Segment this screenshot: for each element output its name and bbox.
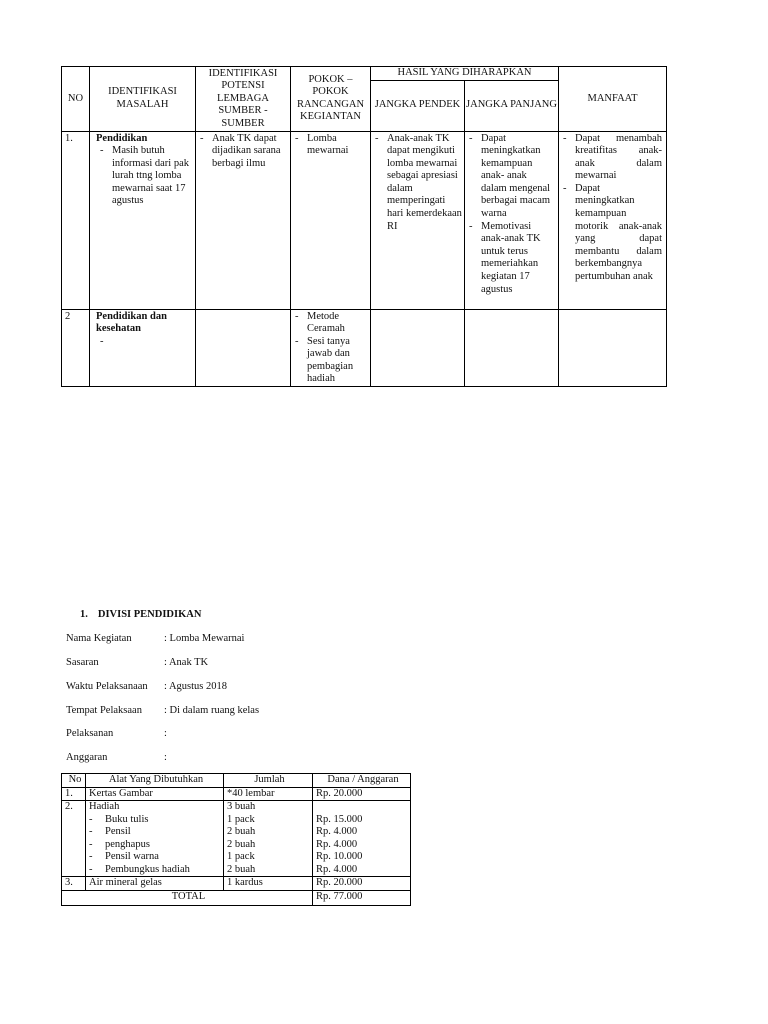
manfaat-cell (559, 131, 667, 309)
field-label: Tempat Pelaksaan (66, 705, 142, 716)
hadiah-item: - Pensil warna (89, 851, 223, 864)
budget-row-alat: Kertas Gambar (86, 787, 224, 801)
pokok-cell (291, 309, 371, 387)
field-label: Sasaran (66, 657, 99, 668)
field-label: Nama Kegiatan (66, 633, 132, 644)
table-row (62, 877, 411, 891)
field-value: : Agustus 2018 (164, 681, 228, 692)
pokok-item: - Lomba mewarnai (291, 133, 368, 158)
header-jangka-panjang: JANGKA PANJANG (465, 80, 559, 131)
manfaat-item: - Dapat meningkatkan kemampuan motorik anak-anak yang dapat membantu dalam berkembangnya pertumbuhan anak (559, 183, 662, 284)
field-anggaran (66, 752, 167, 765)
row-number: 1. (62, 131, 90, 309)
hadiah-item-dana: Rp. 15.000 (316, 813, 363, 825)
hadiah-item-jumlah: 2 buah (227, 838, 256, 850)
budget-row-jumlah: 1 kardus (224, 877, 313, 891)
field-nama-kegiatan (66, 633, 244, 646)
header-pokok-rancangan: POKOK – POKOK RANCANGAN KEGIANTAN (291, 67, 371, 132)
budget-header-jumlah: Jumlah (224, 774, 313, 788)
section-heading (80, 609, 201, 622)
total-row (62, 890, 411, 906)
field-value: : Di dalam ruang kelas (164, 705, 260, 716)
jangka-panjang-cell (465, 309, 559, 387)
field-value: : Lomba Mewarnai (164, 633, 245, 644)
budget-row-alat (86, 801, 224, 877)
manfaat-item: - Dapat menambah kreatifitas anak-anak dalam mewarnai (559, 133, 662, 183)
budget-row-jumlah: *40 lembar (224, 787, 313, 801)
budget-row-no: 3. (62, 877, 86, 891)
masalah-item: - Masih butuh informasi dari pak lurah ttng lomba mewarnai saat 17 agustus (96, 145, 193, 208)
field-value: : (164, 752, 167, 763)
hadiah-label: Hadiah (89, 801, 120, 812)
table-row (62, 787, 411, 801)
total-label: TOTAL (62, 890, 313, 906)
budget-row-jumlah (224, 801, 313, 877)
jangka-pendek-item: - Anak-anak TK dapat mengikuti lomba mewarnai sebagai apresiasi dalam memperingati hari kemerdekaan RI (371, 133, 462, 234)
budget-row-alat: Air mineral gelas (86, 877, 224, 891)
potensi-cell (196, 309, 291, 387)
pokok-cell (291, 131, 371, 309)
hadiah-item-jumlah: 2 buah (227, 826, 256, 837)
field-sasaran (66, 657, 208, 670)
hadiah-item: - Buku tulis (89, 814, 223, 827)
table-row (62, 131, 667, 309)
potensi-cell (196, 131, 291, 309)
hadiah-item-dana: Rp. 4.000 (316, 826, 358, 837)
jangka-panjang-item: - Memotivasi anak-anak TK untuk terus memeriahkan kegiatan 17 agustus (465, 221, 554, 297)
potensi-item: - Anak TK dapat dijadikan sarana berbagi ilmu (196, 133, 288, 171)
masalah-cell (90, 131, 196, 309)
jangka-pendek-cell (371, 131, 465, 309)
hadiah-item-dana: Rp. 10.000 (316, 851, 363, 862)
section-title: DIVISI PENDIDIKAN (97, 609, 202, 620)
budget-header-no: No (62, 774, 86, 788)
budget-row-dana: Rp. 20.000 (313, 787, 411, 801)
pokok-item: - Sesi tanya jawab dan pembagian hadiah (291, 336, 368, 386)
hadiah-item-jumlah: 2 buah (227, 863, 256, 875)
header-identifikasi-potensi: IDENTIFIKASI POTENSI LEMBAGA SUMBER - SUMBER (196, 67, 291, 132)
header-hasil-diharapkan: HASIL YANG DIHARAPKAN (371, 67, 559, 81)
hadiah-item: - penghapus (89, 839, 223, 852)
masalah-title: Pendidikan dan kesehatan (96, 310, 167, 335)
masalah-title: Pendidikan (96, 132, 148, 144)
manfaat-cell (559, 309, 667, 387)
jangka-panjang-item: - Dapat meningkatkan kemampuan anak- anak dalam mengenal berbagai macam warna (465, 133, 554, 221)
header-jangka-pendek: JANGKA PENDEK (371, 80, 465, 131)
field-pelaksanan (66, 728, 167, 741)
jangka-panjang-cell (465, 131, 559, 309)
field-label: Anggaran (66, 752, 108, 763)
field-value: : Anak TK (164, 657, 209, 668)
budget-table (61, 773, 411, 906)
field-label: Pelaksanan (66, 728, 114, 739)
budget-header-alat: Alat Yang Dibutuhkan (86, 774, 224, 788)
header-identifikasi-masalah: IDENTIFIKASI MASALAH (90, 67, 196, 132)
budget-row-no: 1. (62, 787, 86, 801)
hadiah-item-dana: Rp. 4.000 (316, 863, 358, 875)
header-no: NO (62, 67, 90, 132)
hadiah-item-jumlah: 1 pack (227, 813, 255, 825)
hadiah-item: - Pensil (89, 826, 223, 839)
planning-table (61, 66, 667, 387)
field-value: : (164, 728, 167, 739)
table-row (62, 801, 411, 877)
header-manfaat: MANFAAT (559, 67, 667, 132)
table-row (62, 309, 667, 387)
total-value: Rp. 77.000 (313, 890, 411, 906)
budget-row-dana (313, 801, 411, 877)
pokok-item: - Metode Ceramah (291, 311, 368, 336)
hadiah-item-jumlah: 1 pack (227, 851, 255, 862)
budget-header-dana: Dana / Anggaran (313, 774, 411, 788)
budget-row-no: 2. (62, 801, 86, 877)
field-waktu-pelaksanaan (66, 681, 227, 694)
hadiah-jumlah: 3 buah (227, 801, 256, 812)
field-label: Waktu Pelaksanaan (66, 681, 148, 692)
budget-row-dana: Rp. 20.000 (313, 877, 411, 891)
field-tempat-pelaksaan (66, 705, 259, 718)
hadiah-item-dana: Rp. 4.000 (316, 838, 358, 850)
hadiah-item: - Pembungkus hadiah (89, 864, 223, 877)
masalah-cell (90, 309, 196, 387)
row-number: 2 (62, 309, 90, 387)
jangka-pendek-cell (371, 309, 465, 387)
section-number: 1. (80, 609, 88, 620)
